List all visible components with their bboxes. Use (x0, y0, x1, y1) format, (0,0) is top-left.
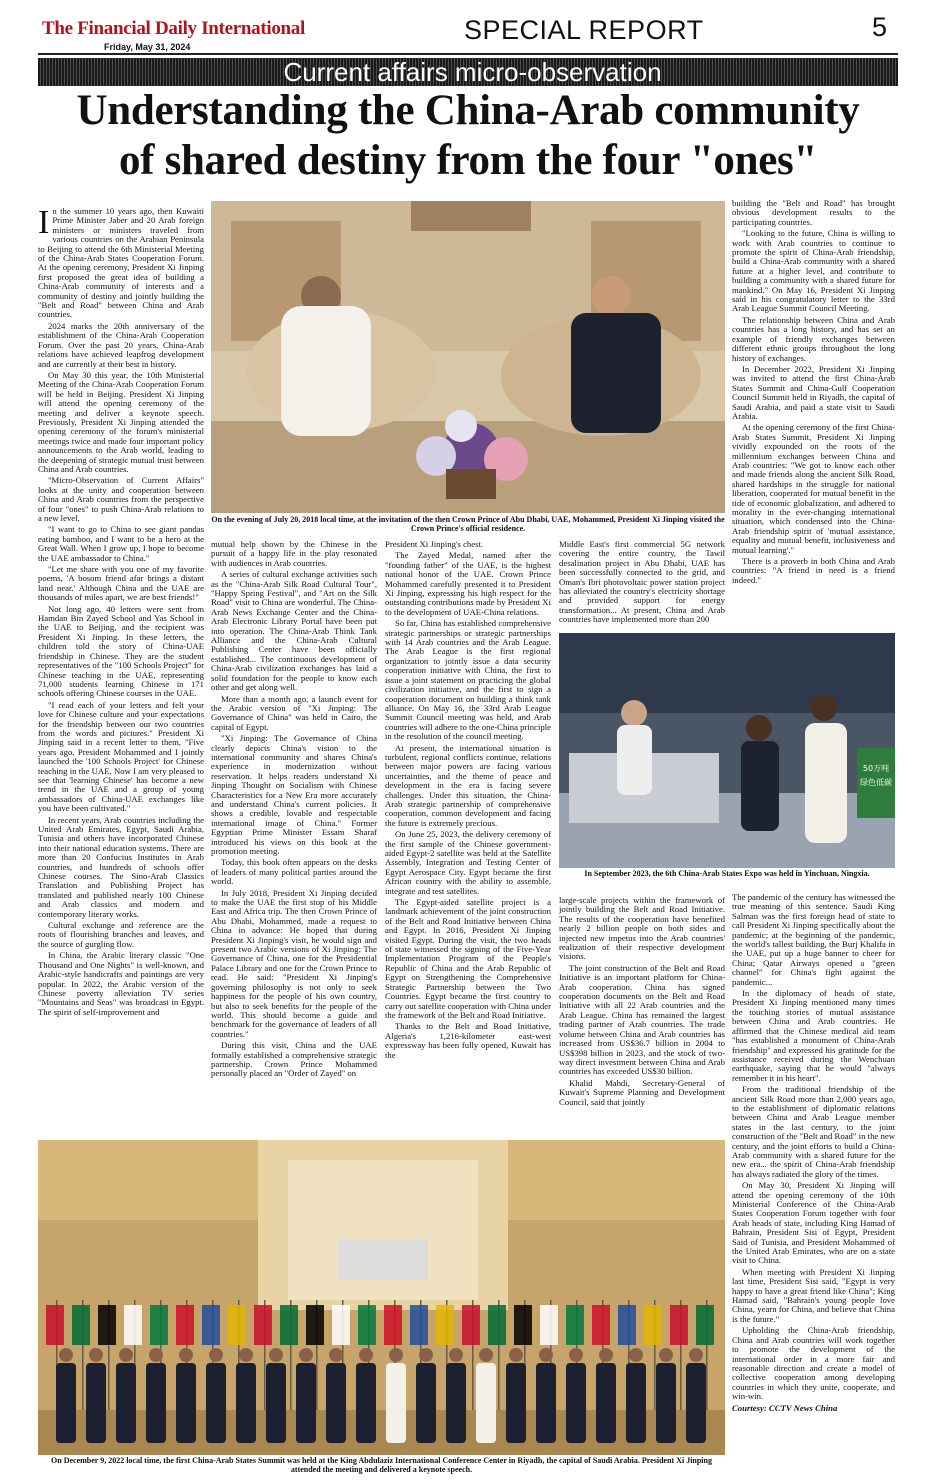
photo-china-arab-expo (559, 633, 895, 868)
paragraph: Not long ago, 40 letters were sent from Hamdan Bin Zayed School and Yas School in the UAE to Beijing, and the recipient was President Xi Jinping. In these letters, the children told the story of China-UAE friendship in Chinese. They are the student representatives of the "100 Schools Project" for Chinese teaching in the UAE, representing 71,000 students learning Chinese in 171 schools offering Chinese courses in the UAE. (38, 603, 204, 699)
article-column-4-bottom (559, 896, 725, 1138)
paragraph: The relationship between China and Arab countries has a long history, and has set an example of friendly exchanges between different ethnic groups throughout the long history of exchanges. (732, 314, 895, 363)
paragraph: Upholding the China-Arab friendship, China and Arab countries will work together to promote the development of the international order in a more fair and reasonable direction and create a model of collective cooperation among developing countries in which they unite, cooperate, and win-win. (732, 1325, 895, 1402)
paragraph: The Zayed Medal, named after the "founding father" of the UAE, is the highest national honor of the UAE. Crown Prince Mohammed carefully presented it to President Xi Jinping, expressing his high respect for the outstanding contributions made by President Xi to the development of UAE-China relations. (385, 550, 551, 617)
paragraph: At present, the international situation is turbulent, regional conflicts continue, relations between major powers are facing various uncertainties, and the theme of peace and development in the era is facing severe challenges. Under this situation, the China-Arab strategic partnership of comprehensive cooperation, common development and facing the future is extremely precious. (385, 742, 551, 828)
paragraph: The joint construction of the Belt and Road Initiative is an important platform for China-Arab cooperation. China has signed cooperation documents on the Belt and Road Initiative with all 22 Arab countries and the Arab League. China has remained the largest trading partner of Arab countries. The trade volume between China and Arab countries has increased from US$36.7 billion in 2004 to US$398 billion in 2023, and the stock of two-way direct investment between China and Arab countries has exceeded US$30 billion. (559, 962, 725, 1077)
paragraph: "Looking to the future, China is willing to work with Arab countries to continue to promote the spirit of China-Arab friendship, build a China-Arab community with a shared future at a higher level, and contribute to building a community with a shared future for mankind." On May 16, President Xi Jinping said in his congratulatory letter to the 33rd Arab League Summit Council Meeting. (732, 228, 895, 314)
issue-date: Friday, May 31, 2024 (104, 42, 191, 52)
photo-2-caption: In September 2023, the 6th China-Arab States Expo was held in Yinchuan, Ningxia. (584, 869, 870, 878)
kicker: Current affairs micro-observation (283, 57, 662, 87)
section-title: SPECIAL REPORT (464, 15, 704, 45)
paragraph: Today, this book often appears on the desks of leaders of many political parties around the world. (211, 857, 377, 887)
headline-line-1: Understanding the China-Arab community (76, 87, 860, 134)
article-column-4-top (559, 540, 725, 630)
paragraph: "Xi Jinping: The Governance of China clearly depicts China's vision to the international community and shares China's experience in modernization without reservation. It helps readers understand Xi Jinping Thought on Socialism with Chinese Characteristics for a New Era more accurately and understand China's current policies. It shows a credible, lovable and respectable international image of China." Former Egyptian Prime Minister Essam Sharaf introduced his views on this book at the promotion meeting. (211, 733, 377, 856)
masthead-rule (38, 53, 898, 55)
paragraph: "I read each of your letters and felt your love for Chinese culture and your expectations for the friendship between our two countries from the words and pictures." President Xi Jinping said in a recent letter to them, "Five years ago, President Mohammed and I jointly launched the '100 Schools Project' for Chinese teaching in the UAE. Now I am very pleased to see that 'learning Chinese' has become a new trend in the UAE and a group of young ambassadors of China-UAE exchanges like you have been cultivated." (38, 699, 204, 814)
drop-cap: I (38, 204, 50, 241)
article-column-5-top (732, 199, 895, 629)
paragraph: large-scale projects within the framework of jointly building the Belt and Road Initiative. The results of the cooperation have benefited nearly 2 billion people on both sides and injected new impetus into the Arab countries' realization of their respective development visions. (559, 895, 725, 962)
paragraph: 2024 marks the 20th anniversary of the establishment of the China-Arab Cooperation Forum. Over the past 20 years, China-Arab relations have achieved leapfrog development and are currently at their best in history. (38, 320, 204, 369)
paragraph: Khalid Mahdi, Secretary-General of Kuwait's Supreme Planning and Development Council, said that jointly (559, 1077, 725, 1107)
paragraph: President Xi Jinping's chest. (385, 539, 484, 549)
expo-sign-2: 50万吨 (862, 764, 890, 773)
paragraph: During this visit, China and the UAE formally established a comprehensive strategic partnership. Crown Prince Mohammed personally placed an "Order of Zayed" on (211, 1040, 377, 1079)
paragraph: Middle East's first commercial 5G network covering the entire country, the Tawil desalination project in Abu Dhabi, UAE has been successfully connected to the grid, and Oman's Ibri photovoltaic power station project has alleviated the country's electricity shortage and provided support for energy transformation... At present, China and Arab countries have implemented more than 200 (559, 539, 725, 625)
courtesy-credit: Courtesy: CCTV News China (732, 1402, 838, 1413)
paragraph: In China, the Arabic literary classic "One Thousand and One Nights" is well-known, and Arabic-style handicrafts and paintings are very popular. In 2022, the Arabic version of the Chinese poverty alleviation TV series "Mountains and Seas" was broadcast in Egypt. The spirit of self-improvement and (38, 950, 204, 1017)
headline (38, 86, 898, 186)
paragraph: Cultural exchange and reference are the roots of flourishing branches and leaves, and the source of gurgling flow. (38, 920, 204, 949)
paragraph: On May 30 this year, the 10th Ministerial Meeting of the China-Arab Cooperation Forum will be held in Beijing. President Xi Jinping will attend the opening ceremony of the meeting and deliver a keynote speech. Previously, President Xi Jinping attended the opening ceremony of the forum's ministerial meetings twice and made four important policy announcements to the Arab world, leading to the deepening of strategic mutual trust between China and Arab countries. (38, 369, 204, 474)
masthead-name: The Financial Daily International (42, 18, 305, 39)
paragraph: mutual help shown by the Chinese in the pursuit of a happy life in the play resonated with audiences in Arab countries. (211, 539, 377, 568)
paragraph: So far, China has established comprehensive strategic partnerships or strategic partnerships with 14 Arab countries and the Arab League. The Arab League is the first regional organization to jointly issue a data security cooperation initiative with China, the first to issue a joint statement on practicing the global civilization initiative, and the first to sign a cooperation document on building a think tank alliance. On May 16, the 33rd Arab League Summit Council meeting was held, and Arab countries will adhere to the one-China principle in the resolution of the council meeting. (385, 618, 551, 742)
paragraph: On May 30, President Xi Jinping will attend the opening ceremony of the 10th Ministerial Conference of the China-Arab States Cooperation Forum together with four Arab heads of state, including King Hamad of Bahrain, President Sisi of Egypt, President Said of Tunisia, and President Mohammed of the United Arab Emirates, who are on a state visit to China. (732, 1180, 895, 1266)
paragraph: "I want to go to China to see giant pandas eating bamboo, and I want to be a hero at the Great Wall. When I grow up, I hope to become the UAE ambassador to China." (38, 524, 204, 563)
photo-1-caption: On the evening of July 20, 2018 local time, at the invitation of the then Crown Prince of Abu Dhabi, UAE, Mohammed, President Xi Jinping visited the Crown Prince's official residence. (211, 515, 725, 533)
article-column-5-bottom (732, 893, 895, 1476)
paragraph: In the diplomacy of heads of state, President Xi Jinping mentioned many times the touching stories of mutual assistance between China and Arab countries. He affirmed that the Chinese medical aid team "has established a monument of China-Arab friendship" and expressed his gratitude for the assistance received during the Wenchuan earthquake, saying that he would "always remember it in his heart". (732, 988, 895, 1083)
photo-xi-crown-prince (211, 201, 725, 513)
paragraph: In recent years, Arab countries including the United Arab Emirates, Egypt, Saudi Arabia, Tunisia and others have incorporated Chinese into their national education systems. There are more than 20 Confucius Institutes in Arab countries, and hundreds of schools offer Chinese courses. The Sino-Arab Classics Translation and Publishing Project has translated and published nearly 100 Chinese and Arab classics and modern and contemporary literary works. (38, 814, 204, 919)
paragraph: In the summer 10 years ago, then Kuwaiti Prime Minister Jaber and 20 Arab foreign ministers or ministers traveled from various countries on the Arabian Peninsula to Beijing to attend the 6th Ministerial Meeting of the China-Arab States Cooperation Forum. At the opening ceremony, President Xi Jinping first proposed the great idea of building a China-Arab community of interests and a community of destiny and jointly building the "Belt and Road" between China and Arab countries. (38, 204, 204, 320)
paragraph: More than a month ago, a launch event for the Arabic version of "Xi Jinping: The Governance of China" was held in Cairo, the capital of Egypt. (211, 693, 377, 732)
paragraph: "Micro-Observation of Current Affairs" looks at the unity and cooperation between China and Arab countries from the perspective of four "ones" to push China-Arab relations to a new level. (38, 475, 204, 523)
headline-line-2: of shared destiny from the four "ones" (118, 137, 818, 184)
paragraph: In December 2022, President Xi Jinping was invited to attend the first China-Arab States Summit and China-Gulf Cooperation Council Summit held in Riyadh, the capital of Saudi Arabia, and paid a state visit to Saudi Arabia. (732, 363, 895, 421)
paragraph: building the "Belt and Road" has brought obvious development results to the participating countries. (732, 198, 895, 227)
article-column-3 (385, 539, 551, 1060)
photo-3-caption: On December 9, 2022 local time, the first China-Arab States Summit was held at the King Abdulaziz International Conference Center in Riyadh, the capital of Saudi Arabia. President Xi Jinping attended the meeting and delivered a keynote speech. (51, 1456, 712, 1474)
paragraph: At the opening ceremony of the first China-Arab States Summit, President Xi Jinping vividly expounded on the roots of the millennium exchanges between China and Arab countries: "We got to know each other and made friends along the ancient Silk Road, shared hardships in the struggle for national liberation, cooperated for mutual benefit in the tide of economic globalization, and adhered to morality in the ever-changing international situation, which condensed into the China-Arab friendship spirit of 'mutual assistance, equality and mutual benefit, inclusiveness and mutual learning'." (732, 422, 895, 555)
expo-sign: 绿色低碳 (860, 778, 892, 787)
paragraph: The pandemic of the century has witnessed the true meaning of this sentence. Saudi King Salman was the first foreign head of state to call President Xi Jinping specifically about the pandemic; at the beginning of the pandemic, the world's tallest building, the Burj Khalifa in the UAE, put up a huge banner to cheer for China; Qatar Airways opened a "green channel" for China's fight against the pandemic... (732, 892, 895, 987)
page-number: 5 (872, 12, 888, 42)
paragraph: The Egypt-aided satellite project is a landmark achievement of the joint construction of the Belt and Road Initiative between China and Egypt. In 2016, President Xi Jinping visited Egypt. During the visit, the two heads of state witnessed the signing of the Five-Year Implementation Program of the People's Republic of China and the Arab Republic of Egypt on Strengthening the Comprehensive Strategic Partnership between the Two Countries. Egypt became the first country to carry out satellite cooperation with China under the framework of the Belt and Road Initiative. (385, 897, 551, 1020)
paragraph: On June 25, 2023, the delivery ceremony of the first sample of the Chinese government-aided Egypt-2 satellite was held at the Satellite Assembly, Integration and Testing Center of Egypt Aerospace City. Egypt became the first African country with the ability to assemble, integrate and test satellites. (385, 829, 551, 896)
paragraph: "Let me share with you one of my favorite poems, 'A bosom friend afar brings a distant land near.' Although China and the UAE are thousands of miles apart, we are best friends!" (38, 564, 204, 603)
photo-china-arab-summit (38, 1140, 725, 1455)
paragraph: From the traditional friendship of the ancient Silk Road more than 2,000 years ago, to the establishment of diplomatic relations between China and Arab League member states in the last century, to the joint construction of the "Belt and Road" in the new century, and the joint efforts to build a China-Arab community with a shared future for the new era... the spirit of China-Arab friendship has always radiated the glory of the times. (732, 1084, 895, 1179)
paragraph: In July 2018, President Xi Jinping decided to make the UAE the first stop of his Middle East and Africa trip. The then Crown Prince of Abu Dhabi, Mohammed, made a request to China in advance: He hoped that during President Xi Jinping's visit, he would sign and present two Arabic versions of Xi Jinping: The Governance of China, one for the Presidential Palace Library and one for the Crown Prince to read. He said: "President Xi Jinping's governing philosophy is not only to seek happiness for the people of his own country, but also to seek benefits for the people of the world. This should become a guide and benchmark for the governance of leaders of all countries." (211, 887, 377, 1039)
paragraph: A series of cultural exchange activities such as the "China-Arab Silk Road Cultural Tour", "Happy Spring Festival", and "Art on the Silk Road" visit to China are wonderful. The China-Arab News Exchange Center and the China-Arab Electronic Library Portal have been put into operation. The China-Arab Think Tank Alliance and the China-Arab Cultural Publishing Center have been officially established... The continuous development of China-Arab civilization exchanges has laid a solid foundation for the people to know each other and get along well. (211, 569, 377, 693)
paragraph: There is a proverb in both China and Arab countries: "A friend in need is a friend indeed." (732, 556, 895, 585)
article-column-2 (211, 539, 377, 1079)
paragraph: When meeting with President Xi Jinping last time, President Sisi said, "Egypt is very happy to have a great friend like China"; King Hamad said, "Bahrain's young people love China, yearn for China, and believe that China is the future." (732, 1266, 895, 1324)
paragraph: Thanks to the Belt and Road Initiative, Algeria's 1,216-kilometer east-west expressway has been fully opened, Kuwait has the (385, 1021, 551, 1060)
